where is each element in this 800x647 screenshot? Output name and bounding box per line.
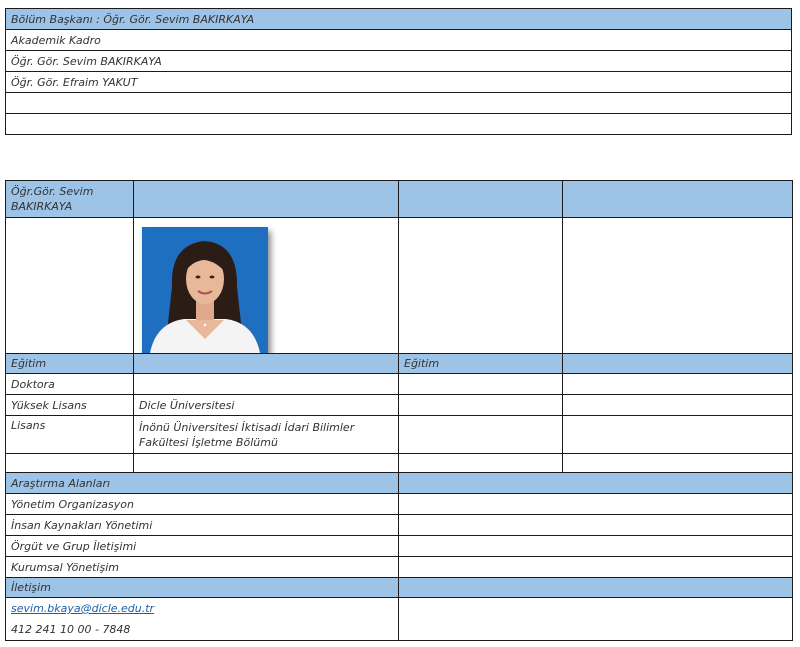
education-level: Yüksek Lisans	[6, 395, 134, 416]
education-level	[6, 454, 134, 473]
education-empty-cell	[563, 395, 793, 416]
education-level: Doktora	[6, 374, 134, 395]
education-school: Dicle Üniversitesi	[134, 395, 399, 416]
department-head: Bölüm Başkanı : Öğr. Gör. Sevim BAKIRKAYA	[6, 9, 792, 30]
table-row	[6, 395, 793, 416]
education-empty-cell	[563, 374, 793, 395]
table-row	[6, 93, 792, 114]
profile-header-cell	[399, 181, 563, 218]
research-area: Kurumsal Yönetişim	[6, 557, 399, 578]
education-empty-cell	[399, 395, 563, 416]
profile-header-cell	[563, 181, 793, 218]
profile-table	[5, 180, 793, 641]
table-row	[6, 416, 793, 454]
staff-row-member: Öğr. Gör. Efraim YAKUT	[6, 72, 792, 93]
research-area: Yönetim Organizasyon	[6, 494, 399, 515]
education-header: Eğitim	[6, 354, 134, 374]
staff-table	[5, 8, 792, 135]
research-header-cell	[399, 473, 793, 494]
profile-header-cell	[134, 181, 399, 218]
profile-photo-row	[6, 218, 793, 354]
education-empty-cell	[399, 454, 563, 473]
education-header-row	[6, 354, 793, 374]
list-item	[6, 557, 793, 578]
education-header-cell	[134, 354, 399, 374]
research-area: İnsan Kaynakları Yönetimi	[6, 515, 399, 536]
contact-header-cell	[399, 578, 793, 598]
education-empty-cell	[563, 454, 793, 473]
table-row	[6, 72, 792, 93]
contact-header-row	[6, 578, 793, 598]
profile-empty-cell	[6, 218, 134, 354]
research-empty-cell	[399, 494, 793, 515]
education-empty-cell	[563, 416, 793, 454]
table-row	[6, 114, 792, 135]
education-level: Lisans	[6, 416, 134, 454]
education-school: İnönü Üniversitesi İktisadi İdari Bilimler Fakültesi İşletme Bölümü	[134, 416, 399, 454]
education-header-cell	[563, 354, 793, 374]
email-link[interactable]: sevim.bkaya@dicle.edu.tr	[11, 602, 155, 615]
education-empty-cell	[399, 374, 563, 395]
staff-row-empty	[6, 114, 792, 135]
staff-table-header-row	[6, 9, 792, 30]
contact-row	[6, 598, 793, 641]
research-empty-cell	[399, 515, 793, 536]
profile-name: Öğr.Gör. Sevim BAKIRKAYA	[6, 181, 134, 218]
list-item	[6, 536, 793, 557]
education-header-right: Eğitim	[399, 354, 563, 374]
table-row	[6, 374, 793, 395]
education-school	[134, 374, 399, 395]
profile-empty-cell	[563, 218, 793, 354]
profile-empty-cell	[399, 218, 563, 354]
profile-header-row	[6, 181, 793, 218]
contact-empty-cell	[399, 598, 793, 641]
phone-number: 412 241 10 00 - 7848	[11, 623, 131, 636]
staff-row-section-title: Akademik Kadro	[6, 30, 792, 51]
research-empty-cell	[399, 557, 793, 578]
table-row	[6, 454, 793, 473]
profile-photo	[142, 227, 268, 353]
research-area: Örgüt ve Grup İletişimi	[6, 536, 399, 557]
research-header-row	[6, 473, 793, 494]
research-header: Araştırma Alanları	[6, 473, 399, 494]
photo-cell	[134, 218, 399, 354]
education-school	[134, 454, 399, 473]
staff-row-member: Öğr. Gör. Sevim BAKIRKAYA	[6, 51, 792, 72]
list-item	[6, 494, 793, 515]
contact-cell	[6, 598, 399, 641]
table-row	[6, 51, 792, 72]
research-empty-cell	[399, 536, 793, 557]
staff-row-empty	[6, 93, 792, 114]
list-item	[6, 515, 793, 536]
contact-header: İletişim	[6, 578, 399, 598]
table-row	[6, 30, 792, 51]
education-empty-cell	[399, 416, 563, 454]
